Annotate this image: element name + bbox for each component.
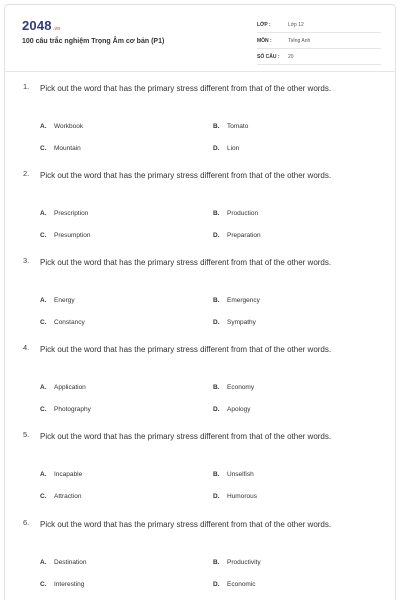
option-letter: A. xyxy=(40,471,47,478)
option-text: Economic xyxy=(227,581,256,588)
option-text: Production xyxy=(227,210,259,217)
option-letter: D. xyxy=(213,145,220,152)
option-b[interactable] xyxy=(213,384,254,391)
question-number: 2. xyxy=(23,169,30,178)
option-text: Destination xyxy=(54,559,87,566)
option-text: Interesting xyxy=(54,581,85,588)
option-text: Prescription xyxy=(54,210,89,217)
option-b[interactable] xyxy=(213,297,260,304)
option-d[interactable] xyxy=(213,406,251,413)
option-letter: D. xyxy=(213,493,220,500)
option-a[interactable] xyxy=(40,210,88,217)
question-text: Pick out the word that has the primary stress different from that of the other words. xyxy=(40,258,332,267)
worksheet-header xyxy=(5,5,395,71)
option-letter: A. xyxy=(40,123,47,130)
option-d[interactable] xyxy=(213,581,256,588)
option-c[interactable] xyxy=(40,493,81,500)
option-letter: B. xyxy=(213,123,220,130)
option-letter: C. xyxy=(40,319,47,326)
meta-label: LỚP : xyxy=(257,22,271,28)
option-text: Humorous xyxy=(227,493,257,500)
option-a[interactable] xyxy=(40,471,82,478)
option-text: Sympathy xyxy=(227,319,256,326)
option-letter: A. xyxy=(40,559,47,566)
meta-row-question-count xyxy=(257,50,381,65)
question-text: Pick out the word that has the primary stress different from that of the other words. xyxy=(40,345,332,354)
option-letter: B. xyxy=(213,297,220,304)
option-c[interactable] xyxy=(40,319,85,326)
meta-value: Lớp 12 xyxy=(288,22,304,28)
option-c[interactable] xyxy=(40,581,84,588)
option-text: Attraction xyxy=(54,493,82,500)
question-text: Pick out the word that has the primary stress different from that of the other words. xyxy=(40,84,332,93)
option-d[interactable] xyxy=(213,493,257,500)
option-b[interactable] xyxy=(213,210,258,217)
option-letter: A. xyxy=(40,210,47,217)
option-letter: C. xyxy=(40,232,47,239)
meta-row-class xyxy=(257,18,381,33)
option-a[interactable] xyxy=(40,384,86,391)
option-d[interactable] xyxy=(213,145,239,152)
header-divider xyxy=(5,71,395,72)
option-text: Lion xyxy=(227,145,240,152)
option-text: Unselfish xyxy=(227,471,254,478)
question-text: Pick out the word that has the primary stress different from that of the other words. xyxy=(40,432,332,441)
question-number: 1. xyxy=(23,82,30,91)
option-text: Productivity xyxy=(227,559,261,566)
option-text: Presumption xyxy=(54,232,91,239)
option-letter: D. xyxy=(213,319,220,326)
option-letter: D. xyxy=(213,232,220,239)
option-d[interactable] xyxy=(213,232,261,239)
document-title: 100 câu trắc nghiệm Trọng Âm cơ bản (P1) xyxy=(22,38,165,45)
option-text: Preparation xyxy=(227,232,261,239)
option-text: Tomato xyxy=(227,123,249,130)
option-a[interactable] xyxy=(40,123,83,130)
option-text: Energy xyxy=(54,297,75,304)
worksheet-page xyxy=(4,4,396,600)
option-c[interactable] xyxy=(40,145,81,152)
site-logo[interactable] xyxy=(22,18,61,33)
meta-value: 20 xyxy=(288,54,294,60)
option-text: Apology xyxy=(227,406,251,413)
question-text: Pick out the word that has the primary stress different from that of the other words. xyxy=(40,171,332,180)
option-text: Incapable xyxy=(54,471,83,478)
option-b[interactable] xyxy=(213,123,248,130)
option-letter: C. xyxy=(40,406,47,413)
question-number: 5. xyxy=(23,430,30,439)
question-number: 6. xyxy=(23,518,30,527)
option-text: Application xyxy=(54,384,86,391)
option-letter: B. xyxy=(213,384,220,391)
option-d[interactable] xyxy=(213,319,256,326)
option-b[interactable] xyxy=(213,559,261,566)
option-letter: C. xyxy=(40,581,47,588)
option-letter: A. xyxy=(40,297,47,304)
option-letter: B. xyxy=(213,559,220,566)
option-letter: B. xyxy=(213,471,220,478)
option-c[interactable] xyxy=(40,406,91,413)
option-text: Economy xyxy=(227,384,255,391)
option-text: Mountain xyxy=(54,145,81,152)
option-letter: C. xyxy=(40,145,47,152)
option-a[interactable] xyxy=(40,297,75,304)
option-text: Constancy xyxy=(54,319,85,326)
option-a[interactable] xyxy=(40,559,87,566)
option-letter: B. xyxy=(213,210,220,217)
option-letter: D. xyxy=(213,581,220,588)
meta-label: SỐ CÂU : xyxy=(257,54,280,60)
option-letter: D. xyxy=(213,406,220,413)
option-text: Photography xyxy=(54,406,91,413)
logo-main: 2048 xyxy=(22,18,52,33)
logo-domain: .vn xyxy=(52,26,61,32)
meta-label: MÔN : xyxy=(257,38,272,44)
question-number: 4. xyxy=(23,343,30,352)
option-letter: A. xyxy=(40,384,47,391)
option-b[interactable] xyxy=(213,471,254,478)
meta-value: Tiếng Anh xyxy=(288,38,311,44)
question-text: Pick out the word that has the primary stress different from that of the other words. xyxy=(40,520,332,529)
option-text: Workbook xyxy=(54,123,84,130)
option-c[interactable] xyxy=(40,232,91,239)
option-text: Emergency xyxy=(227,297,260,304)
question-number: 3. xyxy=(23,256,30,265)
option-letter: C. xyxy=(40,493,47,500)
meta-row-subject xyxy=(257,34,381,49)
